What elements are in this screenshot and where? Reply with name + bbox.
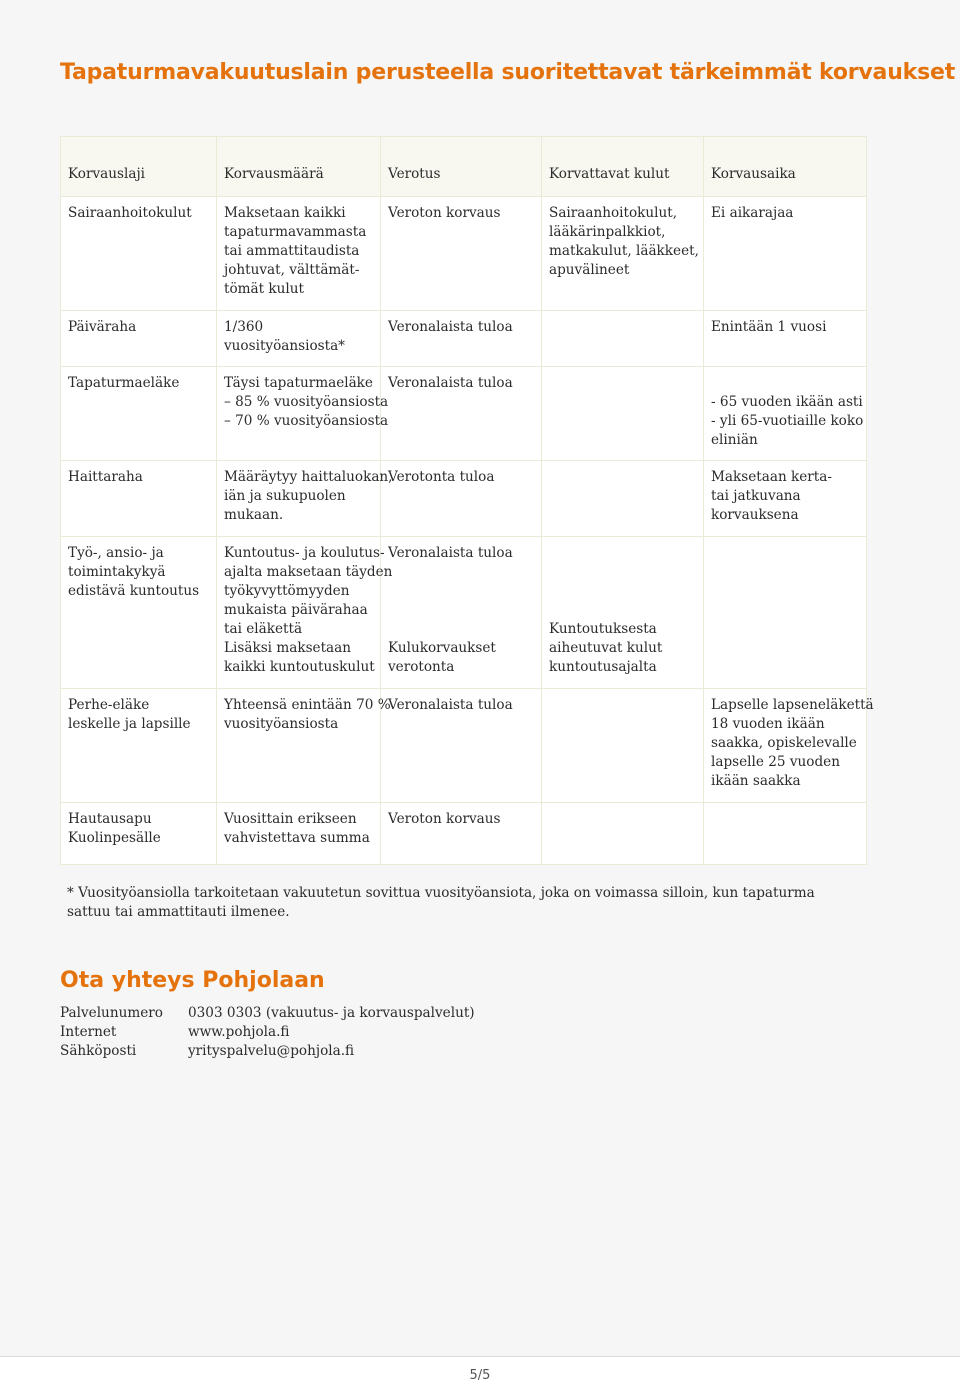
cell-text-line: Yhteensä enintään 70 % bbox=[224, 697, 391, 713]
cell-text-line: vahvistettava summa bbox=[224, 830, 370, 846]
cell-text-line: - 65 vuoden ikään asti bbox=[711, 394, 863, 410]
taxation-cell bbox=[381, 367, 542, 461]
cell-text-line: toimintakykyä bbox=[68, 564, 166, 580]
cell-text-line bbox=[549, 563, 697, 582]
costs-cell bbox=[542, 461, 704, 537]
cell-text-line: Kulukorvaukset bbox=[388, 640, 496, 656]
footnote: * Vuosityöansiolla tarkoitetaan vakuutetun sovittua vuosityöansiota, joka on voimassa silloin, kun tapaturma sattuu tai ammattitauti ilmenee. bbox=[67, 885, 815, 920]
table-header-row bbox=[61, 137, 867, 197]
costs-cell bbox=[542, 803, 704, 865]
cell-text-line bbox=[388, 601, 535, 620]
table-row bbox=[61, 461, 867, 537]
duration-cell bbox=[704, 689, 874, 803]
amount-cell bbox=[217, 537, 393, 689]
cell-text-line: 18 vuoden ikään bbox=[711, 716, 825, 732]
cell-text-line: leskelle ja lapsille bbox=[68, 716, 191, 732]
benefit-type-cell bbox=[61, 311, 217, 367]
table-row bbox=[61, 197, 867, 311]
cell-text-line: Kuntoutuksesta bbox=[549, 621, 657, 637]
table-row bbox=[61, 367, 867, 461]
cell-text-line: – 85 % vuosityöansiosta bbox=[224, 394, 389, 410]
amount-cell bbox=[217, 689, 391, 803]
benefit-type-cell bbox=[61, 461, 217, 537]
page-divider bbox=[0, 1356, 960, 1357]
taxation-cell bbox=[381, 461, 542, 537]
column-header: Korvattavat kulut bbox=[542, 137, 704, 197]
cell-text-line: Veronalaista tuloa bbox=[388, 375, 513, 391]
taxation-cell bbox=[381, 311, 542, 367]
contact-title: Ota yhteys Pohjolaan bbox=[60, 968, 325, 993]
cell-text-line: Ei aikarajaa bbox=[711, 205, 794, 221]
cell-text-line: kuntoutusajalta bbox=[549, 659, 657, 675]
cell-text-line: iän ja sukupuolen bbox=[224, 488, 346, 504]
contact-label: Palvelunumero bbox=[60, 1005, 163, 1021]
contact-label: Internet bbox=[60, 1024, 117, 1040]
costs-cell bbox=[542, 689, 704, 803]
cell-text-line: Veroton korvaus bbox=[388, 205, 501, 221]
taxation-cell bbox=[381, 197, 542, 311]
costs-cell bbox=[542, 311, 704, 367]
cell-text-line: verotonta bbox=[388, 659, 455, 675]
cell-text-line: vuosityöansiosta bbox=[224, 716, 339, 732]
taxation-cell bbox=[381, 537, 542, 689]
costs-cell bbox=[542, 367, 704, 461]
benefit-type-cell bbox=[61, 537, 217, 689]
cell-text-line: Määräytyy haittaluokan, bbox=[224, 469, 393, 485]
cell-text-line: tai ammattitaudista bbox=[224, 243, 360, 259]
cell-text-line: eliniän bbox=[711, 432, 758, 448]
cell-text-line: Täysi tapaturmaeläke bbox=[224, 375, 373, 391]
cell-text-line: Veronalaista tuloa bbox=[388, 319, 513, 335]
duration-cell bbox=[704, 803, 867, 865]
table-row bbox=[61, 689, 867, 803]
costs-cell bbox=[542, 537, 704, 689]
cell-text-line: edistävä kuntoutus bbox=[68, 583, 200, 599]
cell-text-line: Veronalaista tuloa bbox=[388, 697, 513, 713]
cell-text-line: Maksetaan kerta- bbox=[711, 469, 832, 485]
cell-text-line: kaikki kuntoutuskulut bbox=[224, 659, 375, 675]
cell-text-line: Verotonta tuloa bbox=[388, 469, 495, 485]
cell-text-line: Veronalaista tuloa bbox=[388, 545, 513, 561]
website-link[interactable]: www.pohjola.fi bbox=[188, 1024, 290, 1040]
cell-text-line: vuosityöansiosta* bbox=[224, 338, 345, 354]
cell-text-line: mukaan. bbox=[224, 507, 284, 523]
taxation-cell bbox=[381, 803, 542, 865]
page-number: 5/5 bbox=[469, 1368, 491, 1383]
table-row bbox=[61, 311, 867, 367]
benefit-type-cell bbox=[61, 689, 217, 803]
amount-cell bbox=[217, 367, 389, 461]
cell-text-line: Hautausapu bbox=[68, 811, 152, 827]
cell-text-line bbox=[549, 601, 697, 620]
contact-row bbox=[60, 1042, 475, 1061]
amount-cell bbox=[217, 197, 381, 311]
cell-text-line: Enintään 1 vuosi bbox=[711, 319, 827, 335]
cell-text-line: apuvälineet bbox=[549, 262, 630, 278]
cell-text-line: Kuolinpesälle bbox=[68, 830, 161, 846]
benefits-table bbox=[60, 136, 874, 865]
cell-text-line: tapaturmavammasta bbox=[224, 224, 367, 240]
cell-text-line bbox=[549, 544, 697, 563]
cell-text-line: tömät kulut bbox=[224, 281, 304, 297]
cell-text-line: Tapaturmaeläke bbox=[68, 375, 180, 391]
benefit-type-cell bbox=[61, 197, 217, 311]
cell-text-line bbox=[549, 582, 697, 601]
cell-text-line: ajalta maksetaan täyden bbox=[224, 564, 393, 580]
cell-text-line bbox=[711, 374, 860, 393]
cell-text-line: aiheutuvat kulut bbox=[549, 640, 663, 656]
cell-text-line bbox=[388, 582, 535, 601]
amount-cell bbox=[217, 803, 381, 865]
cell-text-line: Lisäksi maksetaan bbox=[224, 640, 352, 656]
cell-text-line: ikään saakka bbox=[711, 773, 801, 789]
cell-text-line: 1/360 bbox=[224, 319, 264, 335]
page-title: Tapaturmavakuutuslain perusteella suoritettavat tärkeimmät korvaukset bbox=[60, 60, 956, 85]
cell-text-line: – 70 % vuosityöansiosta bbox=[224, 413, 389, 429]
cell-text-line bbox=[388, 563, 535, 582]
costs-cell bbox=[542, 197, 704, 311]
column-header: Korvauslaji bbox=[61, 137, 217, 197]
contact-row bbox=[60, 1023, 475, 1042]
cell-text-line: Perhe-eläke bbox=[68, 697, 150, 713]
cell-text-line: Työ-, ansio- ja bbox=[68, 545, 164, 561]
contact-list bbox=[60, 1004, 475, 1061]
amount-cell bbox=[217, 461, 393, 537]
benefit-type-cell bbox=[61, 367, 217, 461]
duration-cell bbox=[704, 461, 867, 537]
cell-text-line: matkakulut, lääkkeet, bbox=[549, 243, 699, 259]
cell-text-line: saakka, opiskelevalle bbox=[711, 735, 857, 751]
cell-text-line: tai jatkuvana bbox=[711, 488, 801, 504]
cell-text-line: Maksetaan kaikki bbox=[224, 205, 346, 221]
table-row bbox=[61, 803, 867, 865]
amount-cell bbox=[217, 311, 381, 367]
contact-row bbox=[60, 1004, 475, 1023]
cell-text-line: korvauksena bbox=[711, 507, 799, 523]
duration-cell bbox=[704, 197, 867, 311]
phone-number: 0303 0303 (vakuutus- ja korvauspalvelut) bbox=[188, 1005, 475, 1021]
column-header: Korvausmäärä bbox=[217, 137, 381, 197]
cell-text-line: Kuntoutus- ja koulutus- bbox=[224, 545, 385, 561]
cell-text-line: mukaista päivärahaa bbox=[224, 602, 368, 618]
column-header: Verotus bbox=[381, 137, 542, 197]
email-link[interactable]: yrityspalvelu@pohjola.fi bbox=[188, 1043, 355, 1059]
cell-text-line: johtuvat, välttämät- bbox=[224, 262, 360, 278]
benefit-type-cell bbox=[61, 803, 217, 865]
column-header: Korvausaika bbox=[704, 137, 867, 197]
cell-text-line: lääkärinpalkkiot, bbox=[549, 224, 666, 240]
cell-text-line: - yli 65-vuotiaille koko bbox=[711, 413, 864, 429]
cell-text-line: Vuosittain erikseen bbox=[224, 811, 357, 827]
table-row bbox=[61, 537, 867, 689]
cell-text-line: Haittaraha bbox=[68, 469, 143, 485]
cell-text-line: Lapselle lapseneläkettä bbox=[711, 697, 874, 713]
cell-text-line: työkyvyttömyyden bbox=[224, 583, 350, 599]
cell-text-line: Sairaanhoitokulut, bbox=[549, 205, 678, 221]
taxation-cell bbox=[381, 689, 542, 803]
duration-cell bbox=[704, 367, 867, 461]
cell-text-line: lapselle 25 vuoden bbox=[711, 754, 840, 770]
duration-cell bbox=[704, 311, 867, 367]
contact-label: Sähköposti bbox=[60, 1043, 137, 1059]
cell-text-line: Sairaanhoitokulut bbox=[68, 205, 192, 221]
cell-text-line: tai eläkettä bbox=[224, 621, 303, 637]
duration-cell bbox=[704, 537, 867, 689]
cell-text-line: Veroton korvaus bbox=[388, 811, 501, 827]
cell-text-line bbox=[388, 620, 535, 639]
cell-text-line: Päiväraha bbox=[68, 319, 137, 335]
